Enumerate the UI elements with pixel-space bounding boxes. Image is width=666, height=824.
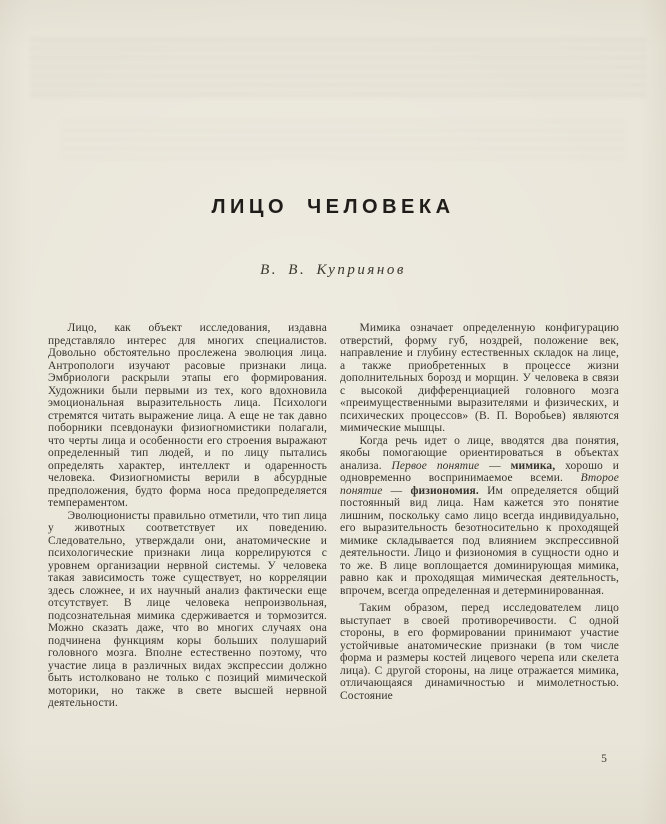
- emphasized-text: Второе понятие: [340, 472, 619, 497]
- body-text: Мимика означает определенную конфигурацию отверстий, форму губ, ноздрей, положение век, направление и глубину естественных складок на лице, а также приобретенных в процессе жизни дополнительных борозд и морщин. У человека в связи с высокой дифференциацией головного мозга «преимущественными выразителями и физических, и психических процессов» (В. П. Воробьев) являются мимические мышцы.: [340, 322, 619, 434]
- text-block: [48, 322, 620, 710]
- body-text: —: [382, 484, 411, 497]
- body-text: —: [479, 459, 511, 472]
- paragraph: [340, 435, 619, 598]
- article-title: ЛИЦО ЧЕЛОВЕКА: [211, 196, 455, 218]
- text-column-left: [48, 322, 327, 710]
- text-column-right: [340, 322, 619, 710]
- paragraph: [48, 322, 327, 510]
- paragraph: [340, 602, 619, 702]
- bold-term: физиономия.: [410, 484, 479, 497]
- article-author: В. В. Куприянов: [260, 262, 406, 278]
- body-text: Им определяется общий постоянный вид лица. Нам кажется это понятие лишним, поскольку само лицо всегда индивидуально, его выразительность безотносительно к проходящей мимике складывается под влиянием экспрессивной деятельности. Лицо и физиономия в сущности одно и то же. В лице воплощается доминирующая мимика, равно как и проходящая мимическая деятельность, впрочем, всегда определенная и детерминированная.: [340, 484, 619, 597]
- emphasized-text: Первое понятие: [391, 459, 480, 472]
- body-text: Эволюционисты правильно отметили, что тип лица у животных соответствует их поведению. Следовательно, утверждали они, анатомические и психологические признаки лица коррелируются с уровнем организации нервной системы. У человека такая зависимость тоже существует, но корреляции здесь сложнее, и их научный анализ фактически еще отсутствует. В лице человека непроизвольная, подсознательная мимика сдерживается и тормозится. Можно сказать даже, что во многих случаях она подчинена функциям коры больших полушарий головного мозга. Вполне естественно поэтому, что участие лица в различных видах экспрессии должно быть истолковано не только с позиций мимической моторики, но также в свете высшей нервной деятельности.: [48, 509, 327, 709]
- page-showthrough-band: [30, 38, 646, 100]
- body-text: Таким образом, перед исследователем лицо выступает в своей противоречивости. С одной стороны, в его формировании принимают участие устойчивые анатомические признаки (в том числе форма и размеры костей лицевого черепа или скелета лица). С другой стороны, на лице отражается мимика, отличающаяся динамичностью и мимолетностью. Состояние: [340, 602, 619, 702]
- body-text: Лицо, как объект исследования, издавна представляло интерес для многих специалистов. Довольно обстоятельно прослежена эволюция лица. Антропологи изучают расовые признаки лица. Эмбриологи раскрыли этапы его формирования. Художники были первыми из тех, кого вдохновила эмоциональная выразительность лица. Психологи стремятся читать выражение лица. А еще не так давно поборники псевдонауки физиогномистики полагали, что черты лица и особенности его строения выражают определенный тип людей, и по лицу пытались определять характер, интеллект и одаренность человека. Физиогномисты верили в абсурдные предположения, будто форма носа предопределяется темпераментом.: [48, 322, 327, 509]
- body-text: Когда речь идет о лице, вводятся два понятия, якобы помогающие ориентироваться в объектах анализа.: [340, 434, 619, 472]
- body-text: хорошо и одновременно воспринимаемое всеми.: [340, 459, 619, 484]
- page-showthrough-band-2: [60, 120, 626, 160]
- paragraph: [340, 322, 619, 435]
- page-number: 5: [601, 753, 607, 765]
- paragraph: [48, 510, 327, 710]
- bold-term: мимика,: [510, 459, 556, 472]
